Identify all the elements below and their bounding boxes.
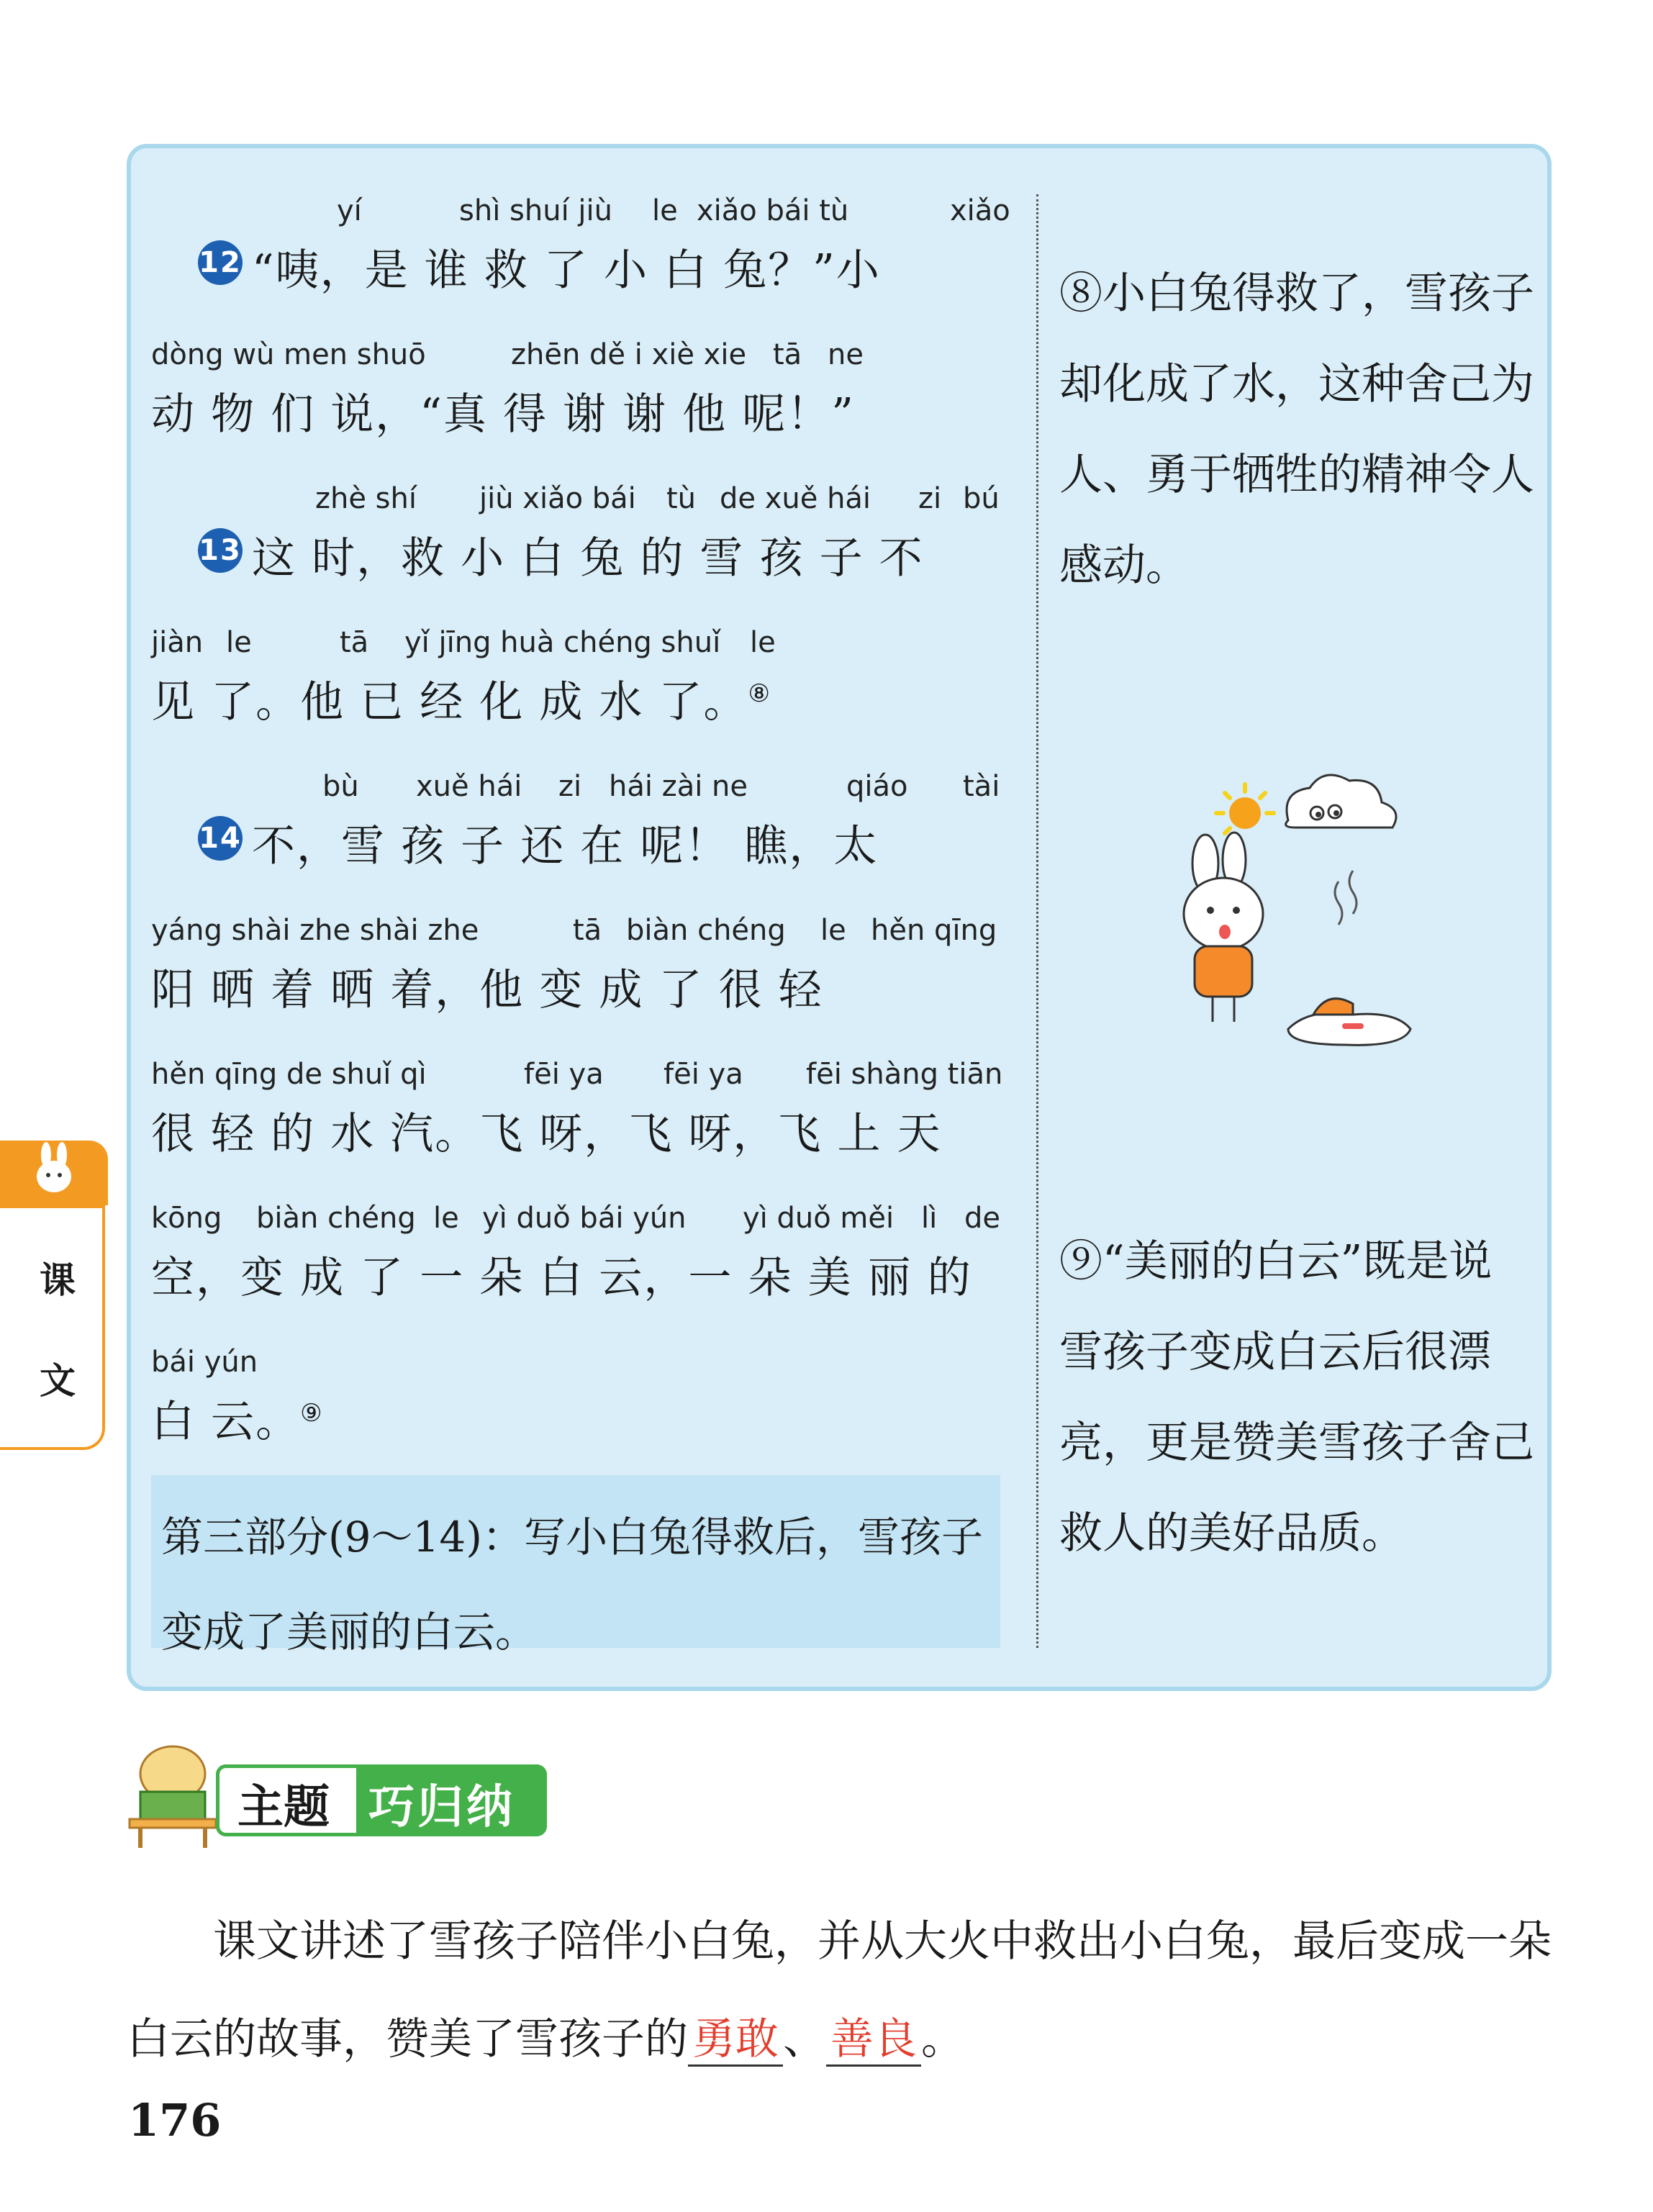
pinyin: jiàn — [151, 626, 204, 659]
pinyin: zhēn dě i xiè xie — [511, 338, 747, 371]
pinyin: zi — [558, 770, 582, 803]
hanzi-line — [151, 1100, 942, 1161]
annotation-8: ⑧小白兔得救了，雪孩子却化成了水，这种舍己为人、勇于牺牲的精神令人感动。 — [1059, 268, 1534, 591]
part-summary-text: 第三部分(9～14)：写小白兔得救后，雪孩子变成了美丽的白云。 — [161, 1513, 983, 1656]
pinyin: dòng wù men shuō — [151, 338, 426, 371]
hanzi-text: 空，变 成 了 一 朵 白 云，一 朵 美 丽 的 — [151, 1253, 972, 1303]
pinyin: jiù xiǎo bái — [479, 482, 636, 515]
theme-summary — [127, 1893, 1552, 2088]
pinyin: tā — [773, 338, 802, 371]
pinyin: le — [820, 914, 846, 947]
hanzi-line — [199, 236, 881, 298]
hanzi-line — [151, 668, 771, 730]
pinyin: de xuě hái — [720, 482, 871, 515]
theme-header — [122, 1734, 554, 1849]
hanzi-line — [199, 812, 879, 874]
answer-separator: 、 — [783, 2014, 826, 2064]
hanzi-line — [151, 1387, 324, 1449]
pinyin: tù — [666, 482, 697, 515]
pinyin: yì duǒ měi — [743, 1202, 895, 1235]
pinyin: de — [964, 1202, 1000, 1235]
pinyin: tā — [340, 626, 369, 659]
pinyin: biàn chéng — [626, 914, 786, 947]
pinyin: yáng shài zhe shài zhe — [151, 914, 479, 947]
pinyin: zi — [918, 482, 942, 515]
tab-char-2: 文 — [40, 1360, 76, 1402]
pinyin: yí — [337, 194, 362, 227]
pinyin: zhè shí — [315, 482, 417, 515]
rabbit-sun-cloud-illustration — [1180, 763, 1439, 1065]
tab-rabbit-header — [0, 1141, 108, 1205]
pinyin: bù — [322, 770, 359, 803]
pinyin: xiǎo bái tù — [697, 194, 849, 227]
tab-body — [0, 1205, 105, 1450]
pinyin: ne — [828, 338, 864, 371]
hanzi-text: 白 云。 — [151, 1397, 301, 1447]
hanzi-text: 见 了。他 已 经 化 成 水 了。 — [151, 677, 748, 727]
pinyin: yì duǒ bái yún — [482, 1202, 687, 1235]
answer-kind: 善良 — [826, 2014, 921, 2067]
column-divider — [1036, 194, 1038, 1648]
hanzi-line — [199, 524, 924, 586]
pinyin: yǐ jīng huà chéng shuǐ — [404, 626, 721, 659]
pinyin: fēi shàng tiān — [806, 1058, 1003, 1091]
annotation-9: ⑨“美丽的白云”既是说雪孩子变成白云后很漂亮，更是赞美雪孩子舍己救人的美好品质。 — [1059, 1236, 1534, 1559]
paragraph-number: 13 — [198, 528, 243, 573]
reading-cat-icon — [122, 1734, 223, 1849]
pinyin: le — [226, 626, 252, 659]
theme-title-2: 巧归纳 — [368, 1781, 515, 1834]
hanzi-line — [151, 1243, 972, 1305]
pinyin: tā — [573, 914, 602, 947]
hanzi-text: “咦，是 谁 救 了 小 白 兔？”小 — [252, 245, 881, 296]
hanzi-text: 很 轻 的 水 汽。飞 呀，飞 呀，飞 上 天 — [151, 1109, 942, 1159]
sun-icon — [1216, 784, 1274, 833]
melted-snow-icon — [1288, 999, 1410, 1046]
page-number: 176 — [128, 2094, 222, 2147]
pinyin: lì — [921, 1202, 938, 1235]
paragraph-number: 12 — [198, 240, 243, 285]
rabbit-head-icon — [0, 1141, 108, 1205]
pinyin: le — [652, 194, 678, 227]
pinyin: le — [433, 1202, 459, 1235]
paragraph-number: 14 — [198, 816, 243, 861]
hanzi-text: 阳 晒 着 晒 着，他 变 成 了 很 轻 — [151, 965, 823, 1015]
steam-icon — [1335, 871, 1357, 925]
pinyin: tài — [963, 770, 1000, 803]
theme-text-main: 课文讲述了雪孩子陪伴小白兔，并从大火中救出小白兔，最后变成一朵白云的故事，赞美了雪孩子的 — [127, 1916, 1552, 2064]
part-summary-box — [151, 1475, 1000, 1656]
pinyin: fēi ya — [524, 1058, 604, 1091]
pinyin: fēi ya — [664, 1058, 743, 1091]
hanzi-line — [151, 956, 823, 1017]
hanzi-text: 动 物 们 说，“真 得 谢 谢 他 呢！” — [151, 389, 855, 440]
pinyin: hěn qīng — [871, 914, 997, 947]
answer-brave: 勇敢 — [688, 2014, 783, 2067]
pinyin: biàn chéng — [256, 1202, 416, 1235]
rabbit-icon — [1184, 833, 1263, 1022]
theme-text-end: 。 — [921, 2014, 964, 2064]
pinyin: shì shuí jiù — [459, 194, 612, 227]
hanzi-text: 这 时，救 小 白 兔 的 雪 孩 子 不 — [252, 533, 924, 584]
hanzi-line — [151, 380, 855, 442]
annotation-marker: ⑧ — [748, 679, 771, 708]
pinyin: hěn qīng de shuǐ qì — [151, 1058, 427, 1091]
pinyin: hái zài ne — [609, 770, 748, 803]
pinyin: bái yún — [151, 1346, 258, 1379]
tab-char-1: 课 — [40, 1259, 76, 1301]
annotation-marker: ⑨ — [300, 1399, 324, 1428]
pinyin: xuě hái — [416, 770, 522, 803]
pinyin: bú — [963, 482, 1000, 515]
section-tab — [0, 1141, 108, 1450]
pinyin: le — [750, 626, 776, 659]
pinyin: xiǎo — [950, 194, 1010, 227]
pinyin: kōng — [151, 1202, 222, 1235]
cloud-icon — [1286, 775, 1396, 828]
theme-title-1: 主题 — [237, 1781, 330, 1834]
pinyin: qiáo — [846, 770, 908, 803]
hanzi-text: 不，雪 孩 子 还 在 呢！ 瞧，太 — [252, 821, 879, 871]
